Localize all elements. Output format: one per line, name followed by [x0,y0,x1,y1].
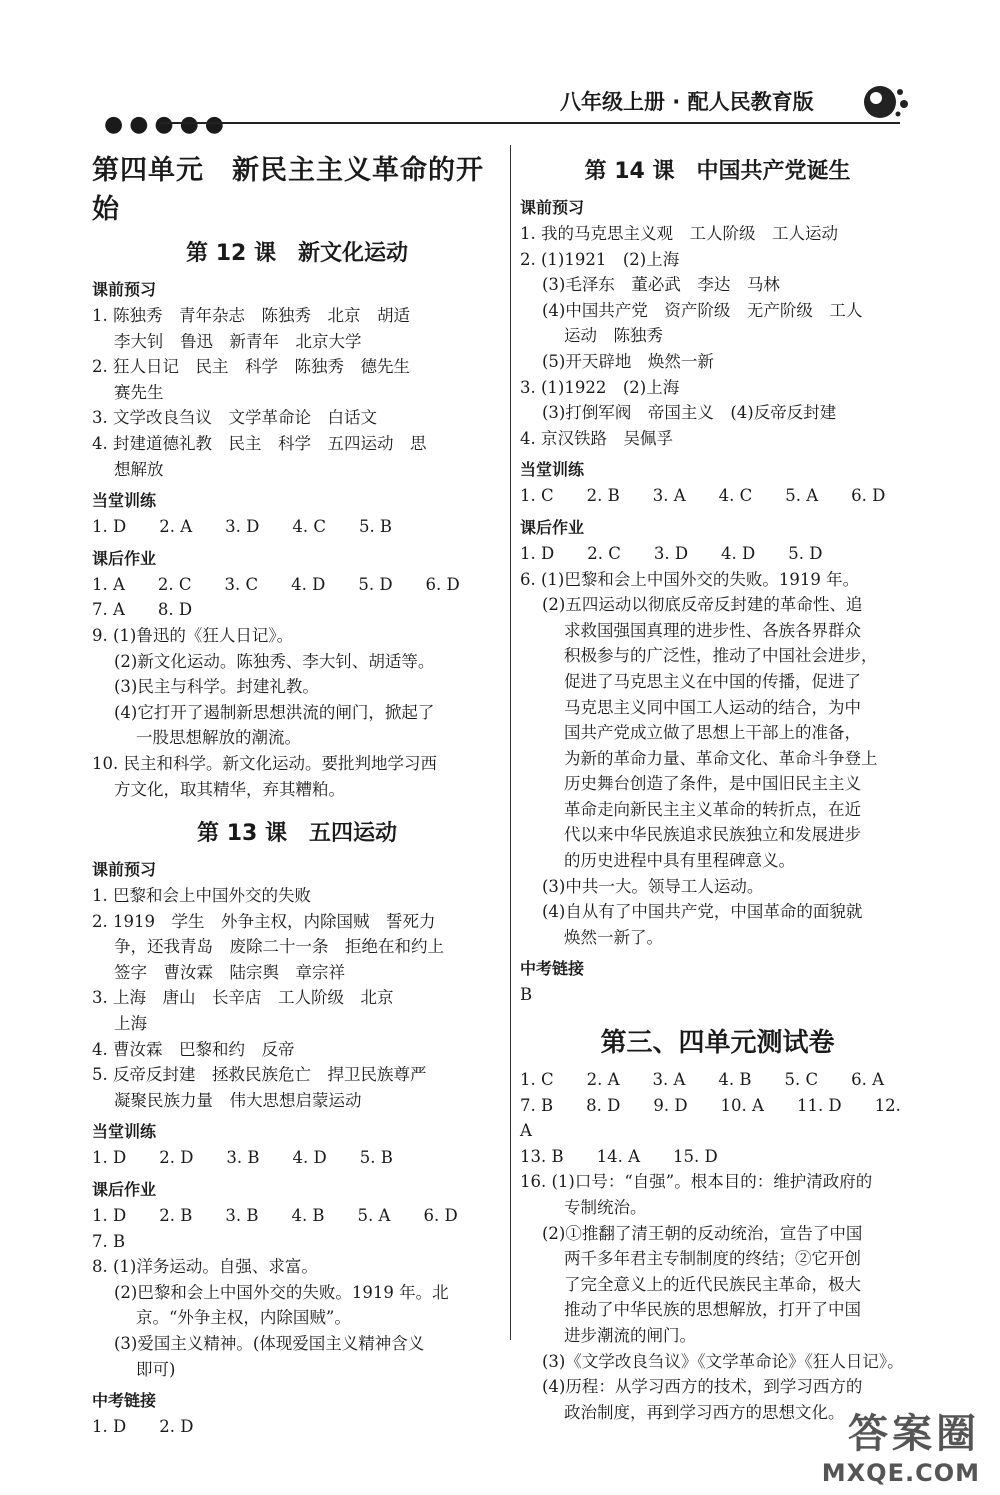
answer-line: 1. 我的马克思主义观 工人阶级 工人运动 [520,224,838,243]
answer-line: 3. 文学改良刍议 文学革命论 白话文 [92,408,377,428]
answer-line: 6. (1)巴黎和会上中国外交的失败。1919 年。 [520,569,860,589]
section-heading: 当堂训练 [92,1122,157,1142]
answer-line: 国共产党成立做了思想上干部上的准备， [564,723,861,743]
answer-line: 10. 民主和科学。新文化运动。要批判地学习西 [92,753,437,773]
answer-line: 7. A 8. D [92,600,193,620]
answer-line: 积极参与的广泛性，推动了中国社会进步， [564,646,878,666]
answer-line: 2. 狂人日记 民主 科学 陈独秀 德先生 [92,357,410,377]
answer-line: (2)巴黎和会上中国外交的失败。1919 年。北 [114,1282,449,1302]
answer-line: 两千多年君主专制制度的终结；②它开创 [564,1249,861,1269]
answer-line: (4)它打开了遏制新思想洪流的闸门，掀起了 [114,702,435,722]
watermark-logo-text: 答案圈 [848,1411,980,1457]
answer-line: 促进了马克思主义在中国的传播，促进了 [564,671,861,691]
answer-line: (2)①推翻了清王朝的反动统治，宣告了中国 [542,1223,863,1243]
answer-line: 即可) [136,1359,176,1379]
header-logo-icon [860,80,910,128]
answer-line: (3)民主与科学。封建礼教。 [114,677,319,697]
answer-line: B [520,985,533,1005]
answer-line: 4. 封建道德礼教 民主 科学 五四运动 思 [92,433,427,453]
section-heading: 课前预习 [520,198,585,217]
answer-line: 李大钊 鲁迅 新青年 北京大学 [114,331,362,351]
answer-line: (2)五四运动以彻底反帝反封建的革命性、追 [542,595,863,615]
answer-line: 的历史进程中具有里程碑意义。 [564,851,795,871]
answer-line: (3)毛泽东 董必武 李达 马林 [542,275,780,295]
answer-line: 政治制度，再到学习西方的思想文化。 [564,1402,845,1422]
test-title: 第三、四单元测试卷 [600,1028,835,1059]
answer-line: 2. 1919 学生 外争主权，内除国贼 誓死力 [92,911,436,931]
answer-line: (5)开天辟地 焕然一新 [542,351,714,371]
lesson-13-title: 第 13 课 五四运动 [197,821,397,847]
section-heading: 当堂训练 [520,460,585,480]
lesson-14-title: 第 14 课 中国共产党诞生 [584,159,851,184]
answer-line: 推动了中华民族的思想解放，打开了中国 [564,1300,861,1320]
answer-line: 赛先生 [114,382,164,402]
answer-line: 1. D 2. A 3. D 4. C 5. B [92,517,393,537]
answer-line: 革命走向新民主主义革命的转折点，在近 [564,799,861,819]
answer-line: 焕然一新了。 [564,927,663,947]
answer-line: (3)爱国主义精神。(体现爱国主义精神含义 [114,1334,425,1353]
answer-line: 1. D 2. D 3. B 4. D 5. B [92,1148,393,1168]
answer-line: (3)《文学改良刍议》《文学革命论》《狂人日记》。 [542,1351,904,1371]
watermark [822,1402,980,1487]
section-heading: 中考链接 [520,959,585,979]
section-heading: 课前预习 [92,860,157,880]
watermark-url: MXQE.COM [821,1459,980,1487]
header-title: 八年级上册 · 配人民教育版 [560,90,814,114]
answer-line: 想解放 [114,459,164,479]
right-column [520,142,915,1425]
section-heading: 中考链接 [92,1391,157,1411]
answer-line: (4)中国共产党 资产阶级 无产阶级 工人 [542,300,863,320]
answer-line: 为新的革命力量、革命文化、革命斗争登上 [564,748,878,768]
unit-title: 第四单元 新民主主义革命的开始 [92,155,484,225]
section-heading: 当堂训练 [92,491,157,511]
answer-line: 1. A 2. C 3. C 4. D 5. D 6. D [92,574,460,594]
answer-line: 4. 京汉铁路 吴佩孚 [520,428,673,448]
answer-line: 1. 巴黎和会上中国外交的失败 [92,886,311,906]
answer-line: 了完全意义上的近代民族民主革命，极大 [564,1274,861,1294]
answer-line: 进步潮流的闸门。 [564,1325,696,1345]
answer-line: 1. D 2. D [92,1417,194,1437]
answer-line: (3)中共一大。领导工人运动。 [542,876,764,896]
answer-line: 1. 陈独秀 青年杂志 陈独秀 北京 胡适 [92,306,410,325]
answer-line: 凝聚民族力量 伟大思想启蒙运动 [114,1090,362,1110]
answer-line: (2)新文化运动。陈独秀、李大钊、胡适等。 [114,651,435,671]
answer-line: 马克思主义同中国工人运动的结合，为中 [564,697,861,717]
answer-line: 历史舞台创造了条件，是中国旧民主主义 [564,774,861,794]
answer-line: 16. (1)口号：“自强”。根本目的：维护清政府的 [520,1172,873,1192]
answer-line: 5. 反帝反封建 拯救民族危亡 捍卫民族尊严 [92,1065,427,1085]
answer-line: 2. (1)1921 (2)上海 [520,249,680,269]
answer-line: 1. D 2. C 3. D 4. D 5. D [520,543,823,563]
answer-line: (3)打倒军阀 帝国主义 (4)反帝反封建 [542,403,837,423]
answer-line: 1. C 2. B 3. A 4. C 5. A 6. D [520,486,886,506]
answer-line: (4)自从有了中国共产党，中国革命的面貌就 [542,902,863,922]
answer-line: 京。“外争主权，内除国贼”。 [136,1308,351,1328]
answer-line: 一股思想解放的潮流。 [136,728,301,748]
answer-line: 4. 曹汝霖 巴黎和约 反帝 [92,1039,295,1059]
page-header [0,0,1000,137]
answer-line: 13. B 14. A 15. D [520,1146,718,1166]
answer-line: 上海 [114,1014,147,1034]
section-heading: 课前预习 [92,280,157,299]
section-heading: 课后作业 [92,548,157,568]
answer-line: 7. B [92,1231,126,1251]
header-rule [160,122,900,124]
answer-line: 专制统治。 [564,1198,647,1217]
answer-line: 争，还我青岛 废除二十一条 拒绝在和约上 [114,937,444,957]
answer-line: 签字 曹汝霖 陆宗舆 章宗祥 [114,962,345,982]
left-column [92,142,502,1440]
header-dots: ●●●●● [104,112,230,137]
answer-line: 方文化，取其精华，弃其糟粕。 [114,779,345,799]
section-heading: 课后作业 [92,1180,157,1200]
answer-line: 运动 陈独秀 [564,326,663,346]
answer-line: 代以来中华民族追求民族独立和发展进步 [564,825,861,845]
column-divider [510,145,511,1340]
answer-line: 9. (1)鲁迅的《狂人日记》。 [92,625,294,645]
answer-line: 1. D 2. B 3. B 4. B 5. A 6. D [92,1206,458,1226]
answer-line: 3. 上海 唐山 长辛店 工人阶级 北京 [92,988,394,1008]
answer-line: 8. (1)洋务运动。自强、求富。 [92,1257,318,1277]
answer-line: 1. C 2. A 3. A 4. B 5. C 6. A [520,1070,885,1090]
lesson-12-title: 第 12 课 新文化运动 [186,241,408,266]
answer-line: 3. (1)1922 (2)上海 [520,377,680,397]
answer-line: 求救国强国真理的进步性、各族各界群众 [564,620,861,640]
section-heading: 课后作业 [520,517,585,537]
answer-line: 7. B 8. D 9. D 10. A 11. D 12. A [520,1095,907,1141]
answer-line: (4)历程：从学习西方的技术，到学习西方的 [542,1377,863,1397]
